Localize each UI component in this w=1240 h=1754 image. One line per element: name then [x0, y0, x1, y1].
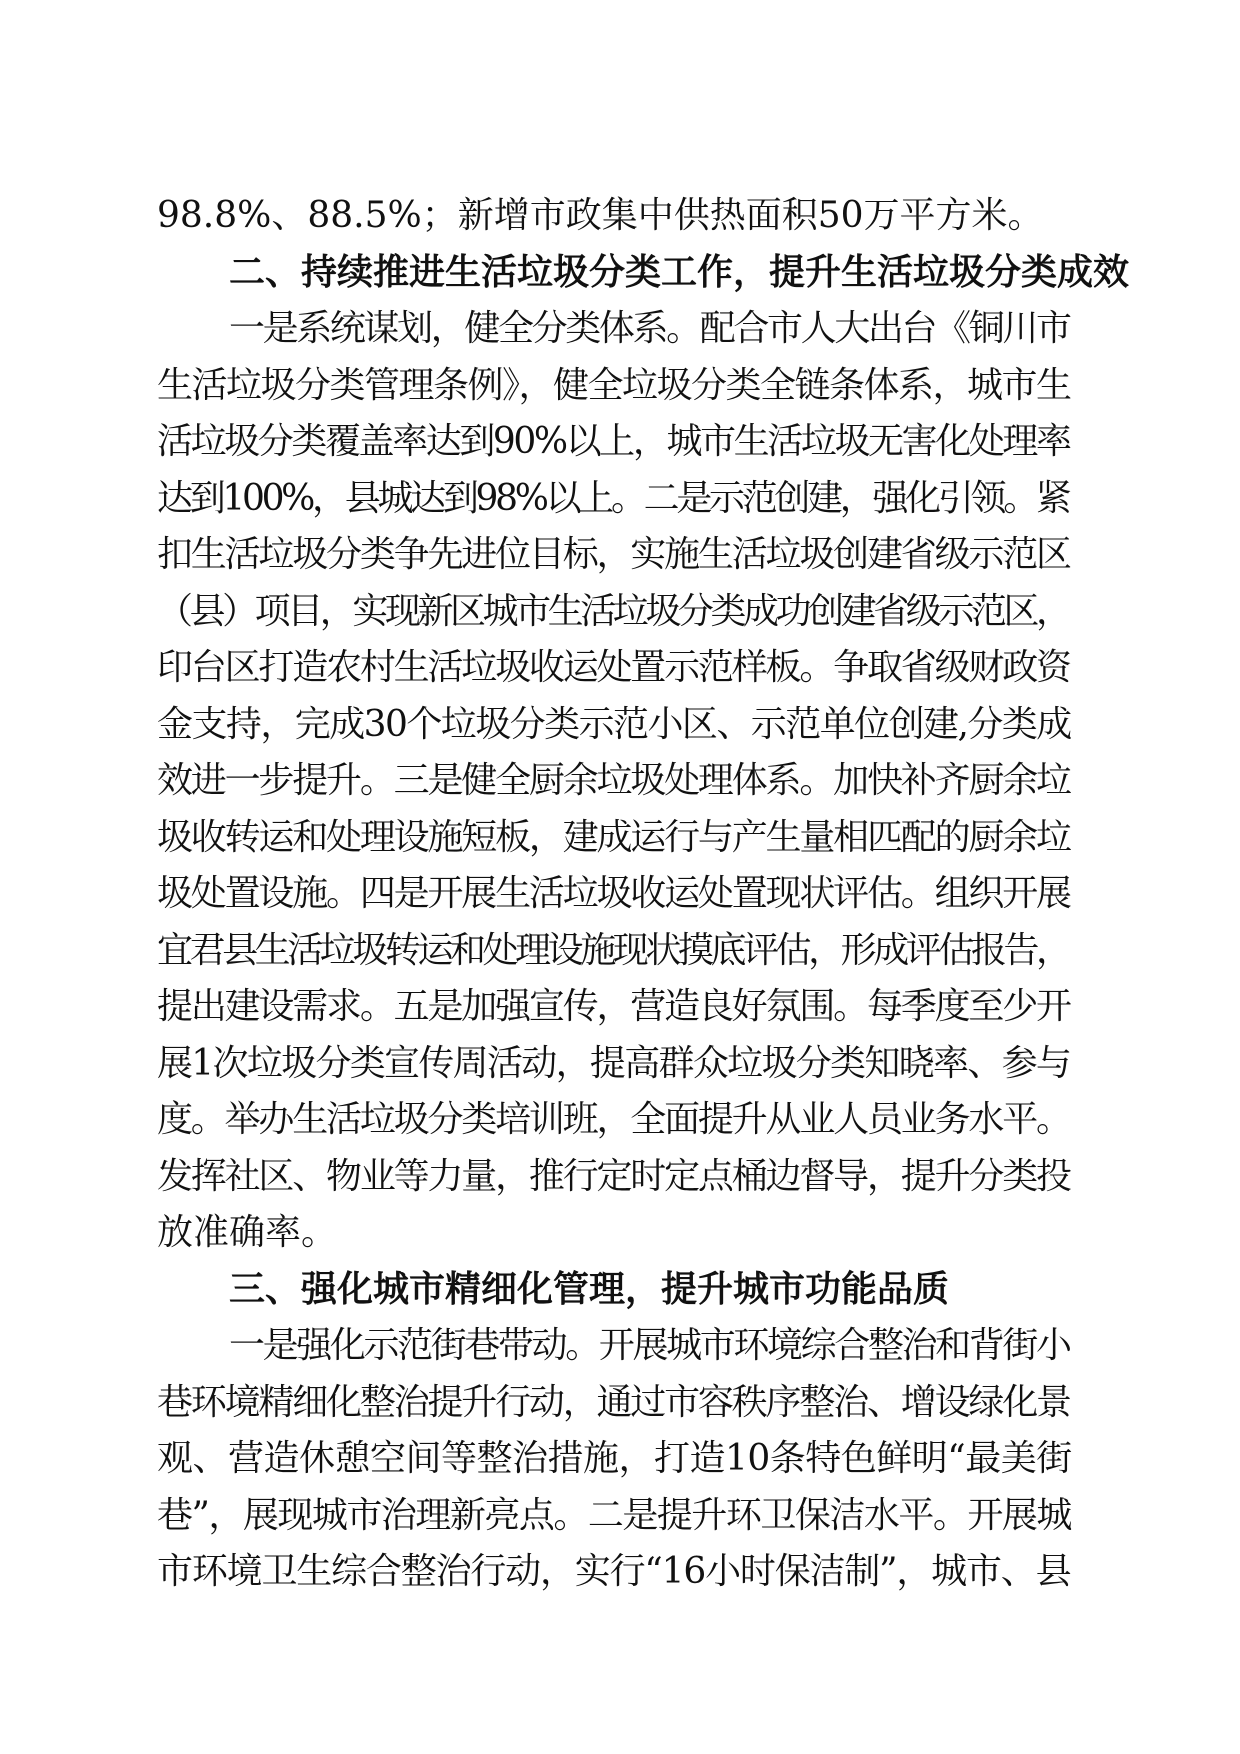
text-line: 巷”，展现城市治理新亮点。二是提升环卫保洁水平。开展城 [157, 1494, 1071, 1536]
text-line: 放准确率。 [157, 1212, 338, 1253]
text-line: （县）项目，实现新区城市生活垃圾分类成功创建省级示范区， [157, 590, 1069, 632]
text-line: 度。举办生活垃圾分类培训班，全面提升从业人员业务水平。 [157, 1099, 1070, 1140]
section-heading: 二、持续推进生活垃圾分类工作，提升生活垃圾分类成效 [229, 251, 1130, 293]
section-heading: 三、强化城市精细化管理，提升城市功能品质 [229, 1268, 950, 1310]
text-line: 达到100%，县城达到98%以上。二是示范创建，强化引领。紧 [157, 477, 1069, 519]
text-line: 圾收转运和处理设施短板，建成运行与产生量相匹配的厨余垃 [157, 816, 1070, 858]
text-line: 98.8%、88.5%；新增市政集中供热面积50万平方米。 [157, 195, 1044, 236]
text-line: 活垃圾分类覆盖率达到90%以上，城市生活垃圾无害化处理率 [157, 421, 1070, 462]
text-line: 生活垃圾分类管理条例》，健全垃圾分类全链条体系，城市生 [157, 364, 1071, 406]
text-line: 宜君县生活垃圾转运和处理设施现状摸底评估，形成评估报告， [157, 929, 1069, 971]
text-line: 效进一步提升。三是健全厨余垃圾处理体系。加快补齐厨余垃 [157, 760, 1070, 801]
text-line: 金支持，完成30个垃圾分类示范小区、示范单位创建,分类成 [157, 703, 1071, 745]
document-page [157, 188, 1130, 1601]
paragraph-first-line: 一是强化示范街巷带动。开展城市环境综合整治和背街小 [229, 1325, 1070, 1366]
text-line: 市环境卫生综合整治行动，实行“16小时保洁制”，城市、县 [157, 1551, 1071, 1592]
paragraph-first-line: 一是系统谋划，健全分类体系。配合市人大出台《铜川市 [229, 308, 1070, 349]
text-line: 提出建设需求。五是加强宣传，营造良好氛围。每季度至少开 [157, 986, 1070, 1027]
text-line: 扣生活垃圾分类争先进位目标，实施生活垃圾创建省级示范区 [157, 534, 1070, 575]
text-line: 圾处置设施。四是开展生活垃圾收运处置现状评估。组织开展 [157, 873, 1070, 914]
text-line: 巷环境精细化整治提升行动，通过市容秩序整治、增设绿化景 [157, 1381, 1070, 1423]
text-line: 展1次垃圾分类宣传周活动，提高群众垃圾分类知晓率、参与 [157, 1042, 1071, 1084]
text-line: 观、营造休憩空间等整治措施，打造10条特色鲜明“最美街 [157, 1438, 1072, 1479]
text-line: 印台区打造农村生活垃圾收运处置示范样板。争取省级财政资 [157, 647, 1070, 688]
text-line: 发挥社区、物业等力量，推行定时定点桶边督导，提升分类投 [157, 1155, 1070, 1197]
